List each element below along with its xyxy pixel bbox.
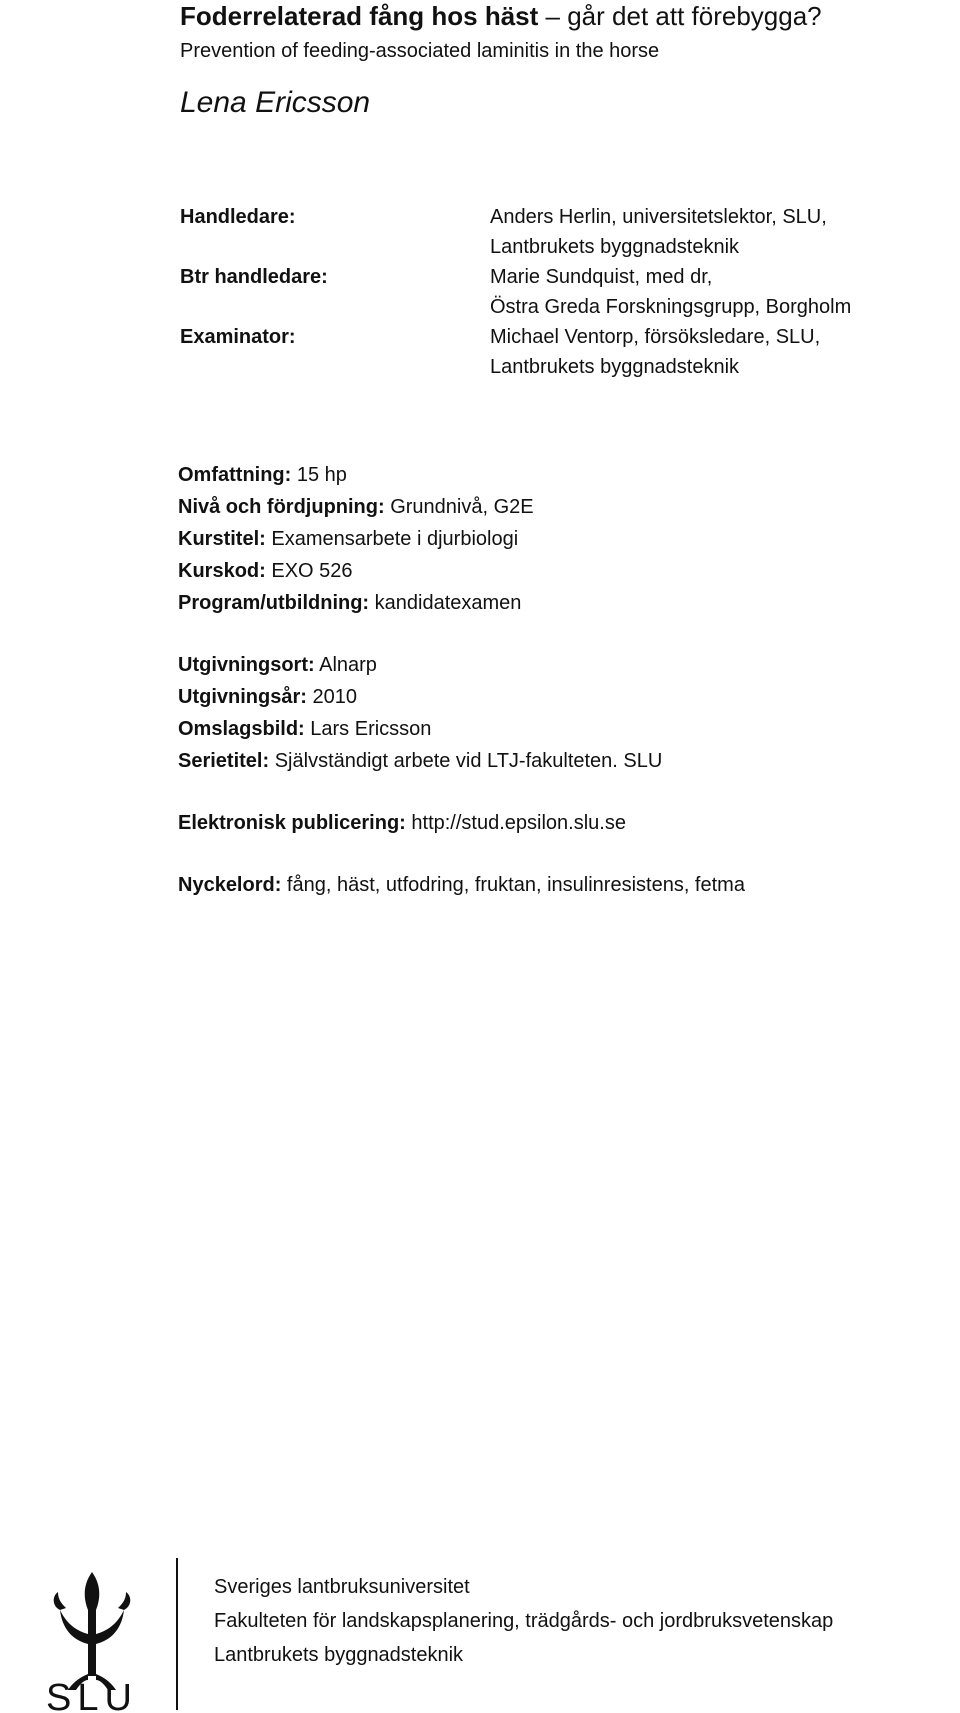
elektronisk-label: Elektronisk publicering:: [178, 812, 406, 834]
utgivningsort: [178, 652, 377, 678]
examinator-line1: Michael Ventorp, försöksledare, SLU,: [490, 326, 821, 348]
institution-line3: Lantbrukets byggnadsteknik: [214, 1644, 464, 1666]
kurstitel: [178, 526, 518, 552]
nyckelord-label: Nyckelord:: [178, 874, 282, 896]
omslagsbild-label: Omslagsbild:: [178, 718, 305, 740]
kurstitel-value: Examensarbete i djurbiologi: [265, 528, 519, 550]
footer-divider: [176, 1558, 178, 1710]
program: [178, 590, 521, 616]
btr-handledare-label: Btr handledare:: [180, 266, 328, 288]
program-value: kandidatexamen: [369, 592, 522, 614]
slu-tree-icon: [54, 1572, 131, 1690]
author-name: Lena Ericsson: [180, 86, 371, 119]
kurskod-value: EXO 526: [265, 560, 353, 582]
institution-line1: Sveriges lantbruksuniversitet: [214, 1576, 470, 1598]
examinator-line2: Lantbrukets byggnadsteknik: [490, 356, 740, 378]
examinator-label: Examinator:: [180, 326, 296, 348]
serietitel-label: Serietitel:: [178, 750, 270, 772]
handledare-line2: Lantbrukets byggnadsteknik: [490, 236, 740, 258]
title-rest: – går det att förebygga?: [538, 1, 822, 31]
title-bold: Foderrelaterad fång hos häst: [180, 1, 539, 31]
omfattning: [178, 462, 347, 488]
utgivningsar-value: 2010: [306, 686, 357, 708]
program-label: Program/utbildning:: [178, 592, 370, 614]
slu-logo-text: SLU: [46, 1677, 138, 1713]
niva: [178, 494, 534, 520]
elektronisk-value: http://stud.epsilon.slu.se: [405, 812, 626, 834]
serietitel: [178, 748, 662, 774]
omslagsbild-value: Lars Ericsson: [304, 718, 432, 740]
kurskod: [178, 558, 353, 584]
omslagsbild: [178, 716, 431, 742]
btr-handledare-line2: Östra Greda Forskningsgrupp, Borgholm: [490, 296, 852, 318]
elektronisk-publicering: [178, 810, 626, 836]
document-subtitle: Prevention of feeding-associated laminitis in the horse: [180, 40, 660, 62]
utgivningsort-value: Alnarp: [314, 654, 377, 676]
nyckelord: [178, 872, 745, 898]
utgivningsar-label: Utgivningsår:: [178, 686, 307, 708]
btr-handledare-line1: Marie Sundquist, med dr,: [490, 266, 713, 288]
niva-value: Grundnivå, G2E: [384, 496, 534, 518]
omfattning-value: 15 hp: [291, 464, 347, 486]
utgivningsort-label: Utgivningsort:: [178, 654, 315, 676]
institution-line2: Fakulteten för landskapsplanering, trädgårds- och jordbruksvetenskap: [214, 1610, 834, 1632]
handledare-label: Handledare:: [180, 206, 296, 228]
niva-label: Nivå och fördjupning:: [178, 496, 385, 518]
handledare-line1: Anders Herlin, universitetslektor, SLU,: [490, 206, 827, 228]
omfattning-label: Omfattning:: [178, 464, 292, 486]
nyckelord-value: fång, häst, utfodring, fruktan, insulinresistens, fetma: [281, 874, 745, 896]
kurstitel-label: Kurstitel:: [178, 528, 266, 550]
document-title: [180, 0, 822, 32]
kurskod-label: Kurskod:: [178, 560, 266, 582]
utgivningsar: [178, 684, 357, 710]
serietitel-value: Självständigt arbete vid LTJ-fakulteten. SLU: [269, 750, 663, 772]
slu-logo: [22, 1566, 162, 1713]
